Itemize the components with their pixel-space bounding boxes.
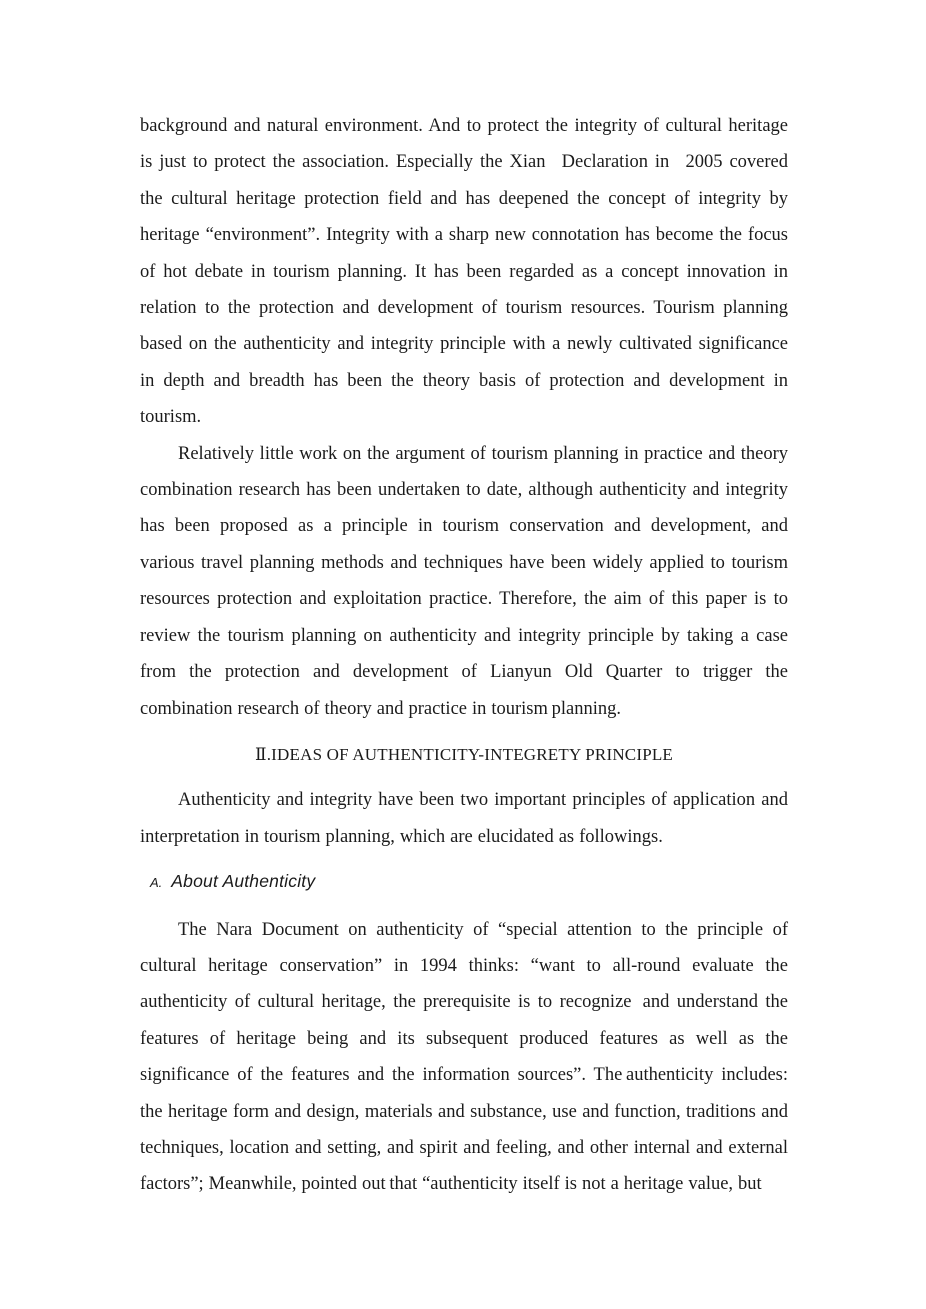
paragraph-nara-document: The Nara Document on authenticity of “special attention to the principle of cultural heritage conservation” in 1994 thinks: “want to all-round evaluate the authenticity of cultural heritage, the prerequisite is to recognize and understand the features of heritage being and its subsequent produced features as well as the significance of the features and the information sources”. The authenticity includes: the heritage form and design, materials and substance, use and function, traditions and techniques, location and setting, and spirit and feeling, and other internal and external factors”; Meanwhile, pointed out that “authenticity itself is not a heritage value, but: [140, 919, 788, 1195]
section-heading-ideas-of-principle: Ⅱ.IDEAS OF AUTHENTICITY-INTEGRETY PRINCIPLE: [254, 744, 674, 764]
subsection-label: A.: [150, 875, 163, 891]
subsection-title: About Authenticity: [171, 871, 316, 892]
paragraph-principles-intro: Authenticity and integrity have been two important principles of application and interpretation in tourism planning, which are elucidated as followings.: [140, 790, 788, 847]
subsection-heading-about-authenticity: [140, 863, 788, 901]
paragraph-aim-of-paper: Relatively little work on the argument of tourism planning in practice and theory combination research has been undertaken to date, although authenticity and integrity has been proposed as a principle in tourism conservation and development, and various travel planning methods and techniques have been widely applied to tourism resources protection and exploitation practice. Therefore, the aim of this paper is to review the tourism planning on authenticity and integrity principle by taking a case from the protection and development of Lianyun Old Quarter to trigger the combination research of theory and practice in tourism planning.: [140, 443, 788, 719]
paragraph-continuation: background and natural environment. And to protect the integrity of cultural heritage is just to protect the association. Especially the Xian Declaration in 2005 covered the cultural heritage protection field and has deepened the concept of integrity by heritage “environment”. Integrity with a sharp new connotation has become the focus of hot debate in tourism planning. It has been regarded as a concept innovation in relation to the protection and development of tourism resources. Tourism planning based on the authenticity and integrity principle with a newly cultivated significance in depth and breadth has been the theory basis of protection and development in tourism.: [140, 116, 788, 428]
document-page: [140, 108, 788, 1203]
